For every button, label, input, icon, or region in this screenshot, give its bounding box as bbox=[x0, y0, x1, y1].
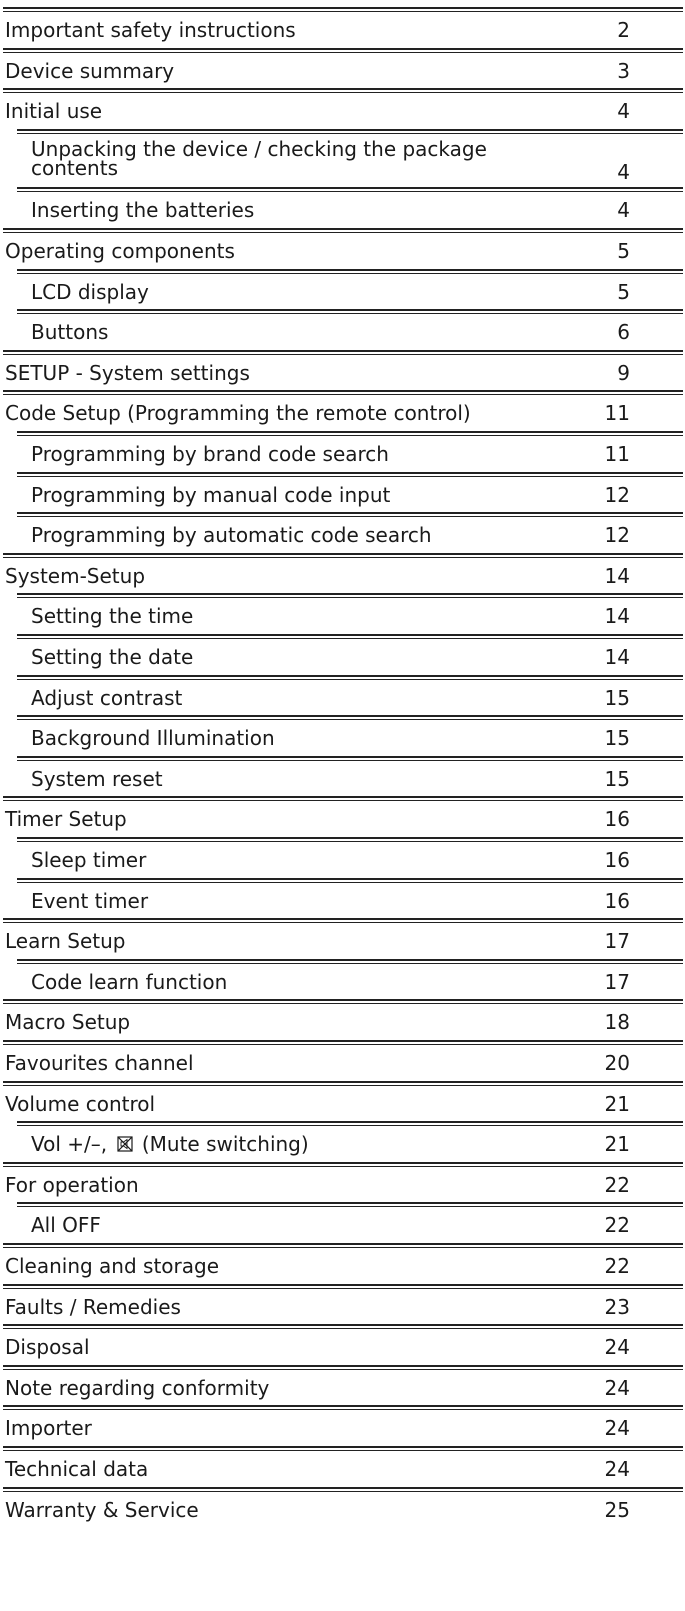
toc-entry-page-number: 15 bbox=[604, 766, 630, 791]
toc-entry[interactable] bbox=[0, 959, 685, 1000]
divider-rule bbox=[17, 1202, 683, 1207]
divider-rule bbox=[17, 129, 683, 134]
divider-rule bbox=[3, 918, 683, 923]
toc-entry-title: LCD display bbox=[31, 279, 149, 304]
mute-icon bbox=[116, 1135, 134, 1153]
toc-entry-page-number: 17 bbox=[604, 929, 630, 954]
toc-entry-page-number: 25 bbox=[604, 1497, 630, 1522]
toc-entry[interactable] bbox=[0, 1324, 685, 1365]
toc-entry-page-number: 24 bbox=[604, 1375, 630, 1400]
toc-entry-page-number: 15 bbox=[604, 726, 630, 751]
toc-entry-page-number: 4 bbox=[617, 99, 630, 124]
toc-entry[interactable] bbox=[0, 1081, 685, 1122]
toc-entry[interactable] bbox=[0, 1121, 685, 1162]
divider-rule bbox=[17, 878, 683, 883]
toc-entry-title-text: Vol +/–, bbox=[31, 1132, 114, 1157]
toc-entry-title: Setting the date bbox=[31, 645, 194, 669]
toc-entry-page-number: 24 bbox=[604, 1335, 630, 1360]
toc-entry-title: Note regarding conformity bbox=[5, 1375, 270, 1400]
toc-entry-title: Code Setup (Programming the remote control) bbox=[5, 401, 471, 426]
toc-entry[interactable] bbox=[0, 1446, 685, 1487]
toc-entry-title bbox=[31, 1133, 309, 1155]
toc-entry[interactable] bbox=[0, 7, 685, 48]
divider-rule bbox=[17, 593, 683, 598]
toc-entry-title: Learn Setup bbox=[5, 929, 126, 954]
toc-entry-page-number: 16 bbox=[604, 807, 630, 832]
toc-entry[interactable] bbox=[0, 88, 685, 129]
toc-entry-title: Operating components bbox=[5, 239, 235, 263]
toc-entry[interactable] bbox=[0, 48, 685, 89]
divider-rule bbox=[17, 309, 683, 314]
divider-rule bbox=[3, 48, 683, 53]
divider-rule bbox=[3, 1081, 683, 1086]
toc-entry-title: All OFF bbox=[31, 1213, 101, 1238]
toc-entry-title: Background Illumination bbox=[31, 726, 275, 751]
toc-entry[interactable] bbox=[0, 1040, 685, 1081]
divider-rule bbox=[3, 1365, 683, 1370]
toc-entry-title: Sleep timer bbox=[31, 848, 147, 872]
toc-entry[interactable] bbox=[0, 878, 685, 919]
toc-entry-title: Programming by brand code search bbox=[31, 442, 389, 466]
divider-rule bbox=[3, 796, 683, 801]
toc-entry-page-number: 14 bbox=[604, 604, 630, 629]
toc-entry[interactable] bbox=[0, 1405, 685, 1446]
toc-entry-page-number: 22 bbox=[604, 1213, 630, 1238]
toc-entry-page-number: 21 bbox=[604, 1132, 630, 1157]
toc-entry-page-number: 11 bbox=[604, 401, 630, 426]
toc-entry[interactable] bbox=[0, 1202, 685, 1243]
toc-entry[interactable] bbox=[0, 472, 685, 513]
divider-rule bbox=[3, 1487, 683, 1492]
divider-rule bbox=[3, 1243, 683, 1248]
divider-rule bbox=[3, 1446, 683, 1451]
toc-entry[interactable] bbox=[0, 228, 685, 269]
divider-rule bbox=[17, 187, 683, 192]
divider-rule bbox=[17, 756, 683, 761]
divider-rule bbox=[3, 1324, 683, 1329]
toc-entry-page-number: 12 bbox=[604, 523, 630, 548]
toc-entry[interactable] bbox=[0, 512, 685, 553]
toc-entry-title: SETUP - System settings bbox=[5, 360, 250, 385]
toc-entry[interactable] bbox=[0, 593, 685, 634]
toc-entry-title: Setting the time bbox=[31, 604, 194, 629]
toc-entry[interactable] bbox=[0, 390, 685, 431]
toc-entry-page-number: 3 bbox=[617, 58, 630, 83]
toc-entry-title: Buttons bbox=[31, 320, 109, 345]
toc-entry-title: Volume control bbox=[5, 1091, 156, 1116]
toc-entry[interactable] bbox=[0, 999, 685, 1040]
toc-entry-page-number: 5 bbox=[617, 239, 630, 263]
divider-rule bbox=[17, 837, 683, 842]
toc-entry[interactable] bbox=[0, 553, 685, 594]
toc-entry-page-number: 24 bbox=[604, 1416, 630, 1441]
divider-rule bbox=[3, 350, 683, 355]
toc-entry[interactable] bbox=[0, 269, 685, 310]
toc-entry-title: Code learn function bbox=[31, 969, 228, 994]
toc-entry-page-number: 18 bbox=[604, 1010, 630, 1035]
divider-rule bbox=[3, 1284, 683, 1289]
toc-entry[interactable] bbox=[0, 918, 685, 959]
toc-entry-title: For operation bbox=[5, 1172, 139, 1197]
divider-rule bbox=[3, 1040, 683, 1045]
toc-entry-page-number: 23 bbox=[604, 1294, 630, 1319]
toc-entry[interactable] bbox=[0, 431, 685, 472]
divider-rule bbox=[17, 431, 683, 436]
toc-entry[interactable] bbox=[0, 796, 685, 837]
toc-entry-page-number: 9 bbox=[617, 360, 630, 385]
divider-rule bbox=[3, 999, 683, 1004]
divider-rule bbox=[17, 959, 683, 964]
toc-entry-title: Inserting the batteries bbox=[31, 198, 255, 223]
toc-entry-title: Macro Setup bbox=[5, 1010, 131, 1035]
divider-rule bbox=[17, 512, 683, 517]
toc-entry-page-number: 15 bbox=[604, 685, 630, 710]
toc-entry-title: System reset bbox=[31, 766, 163, 791]
toc-entry-page-number: 14 bbox=[604, 563, 630, 588]
divider-rule bbox=[17, 1121, 683, 1126]
toc-entry-title: Adjust contrast bbox=[31, 685, 183, 710]
toc-entry[interactable] bbox=[0, 1243, 685, 1284]
toc-entry-page-number: 22 bbox=[604, 1172, 630, 1197]
toc-entry-title: Timer Setup bbox=[5, 807, 127, 832]
toc-entry-title: Importer bbox=[5, 1416, 92, 1441]
divider-rule bbox=[3, 1405, 683, 1410]
toc-entry-title: Faults / Remedies bbox=[5, 1294, 181, 1319]
toc-entry-page-number: 24 bbox=[604, 1457, 630, 1481]
divider-rule bbox=[3, 553, 683, 558]
divider-rule bbox=[3, 228, 683, 233]
divider-rule bbox=[17, 715, 683, 720]
toc-entry-title-suffix: (Mute switching) bbox=[135, 1132, 309, 1157]
toc-entry-title: Initial use bbox=[5, 99, 103, 124]
toc-entry-title: Disposal bbox=[5, 1335, 90, 1360]
toc-entry[interactable] bbox=[0, 187, 685, 228]
divider-rule bbox=[17, 269, 683, 274]
toc-entry-title: Favourites channel bbox=[5, 1051, 194, 1075]
toc-entry[interactable] bbox=[0, 309, 685, 350]
toc-entry[interactable] bbox=[0, 837, 685, 878]
toc-entry-page-number: 12 bbox=[604, 482, 630, 507]
toc-entry-page-number: 4 bbox=[617, 160, 630, 185]
toc-entry-page-number: 11 bbox=[604, 442, 630, 466]
divider-rule bbox=[17, 675, 683, 680]
toc-entry-page-number: 21 bbox=[604, 1091, 630, 1116]
divider-rule bbox=[3, 7, 683, 12]
toc-entry-title: Programming by automatic code search bbox=[31, 523, 432, 548]
toc-entry[interactable] bbox=[0, 1284, 685, 1325]
toc-entry-title: Technical data bbox=[5, 1457, 149, 1481]
toc-entry-page-number: 14 bbox=[604, 645, 630, 669]
toc-entry-title: Unpacking the device / checking the package contents bbox=[31, 136, 487, 180]
divider-rule bbox=[3, 390, 683, 395]
toc-entry-title: Important safety instructions bbox=[5, 18, 296, 42]
divider-rule bbox=[3, 1162, 683, 1167]
toc-entry[interactable] bbox=[0, 350, 685, 391]
toc-entry-title: Warranty & Service bbox=[5, 1497, 199, 1522]
divider-rule bbox=[17, 634, 683, 639]
toc-entry-page-number: 2 bbox=[617, 18, 630, 42]
toc-entry-title: Cleaning and storage bbox=[5, 1254, 220, 1278]
toc-entry[interactable] bbox=[0, 129, 685, 188]
toc-entry[interactable] bbox=[0, 756, 685, 797]
toc-entry-page-number: 5 bbox=[617, 279, 630, 304]
toc-entry-title: Device summary bbox=[5, 58, 175, 83]
toc-entry-title: System-Setup bbox=[5, 563, 146, 588]
toc-entry[interactable] bbox=[0, 634, 685, 675]
toc-entry[interactable] bbox=[0, 1365, 685, 1406]
toc-entry-title: Programming by manual code input bbox=[31, 482, 391, 507]
toc-entry[interactable] bbox=[0, 715, 685, 756]
toc-entry-page-number: 22 bbox=[604, 1254, 630, 1278]
toc-entry[interactable] bbox=[0, 1162, 685, 1203]
toc-entry[interactable] bbox=[0, 1487, 685, 1528]
divider-rule bbox=[17, 472, 683, 477]
toc-entry-page-number: 4 bbox=[617, 198, 630, 223]
toc-entry-page-number: 16 bbox=[604, 888, 630, 913]
toc-entry-title: Event timer bbox=[31, 888, 149, 913]
toc-entry-page-number: 17 bbox=[604, 969, 630, 994]
divider-rule bbox=[3, 88, 683, 93]
toc-entry-page-number: 20 bbox=[604, 1051, 630, 1075]
toc-entry-page-number: 16 bbox=[604, 848, 630, 872]
toc-entry[interactable] bbox=[0, 675, 685, 716]
toc-entry-page-number: 6 bbox=[617, 320, 630, 345]
